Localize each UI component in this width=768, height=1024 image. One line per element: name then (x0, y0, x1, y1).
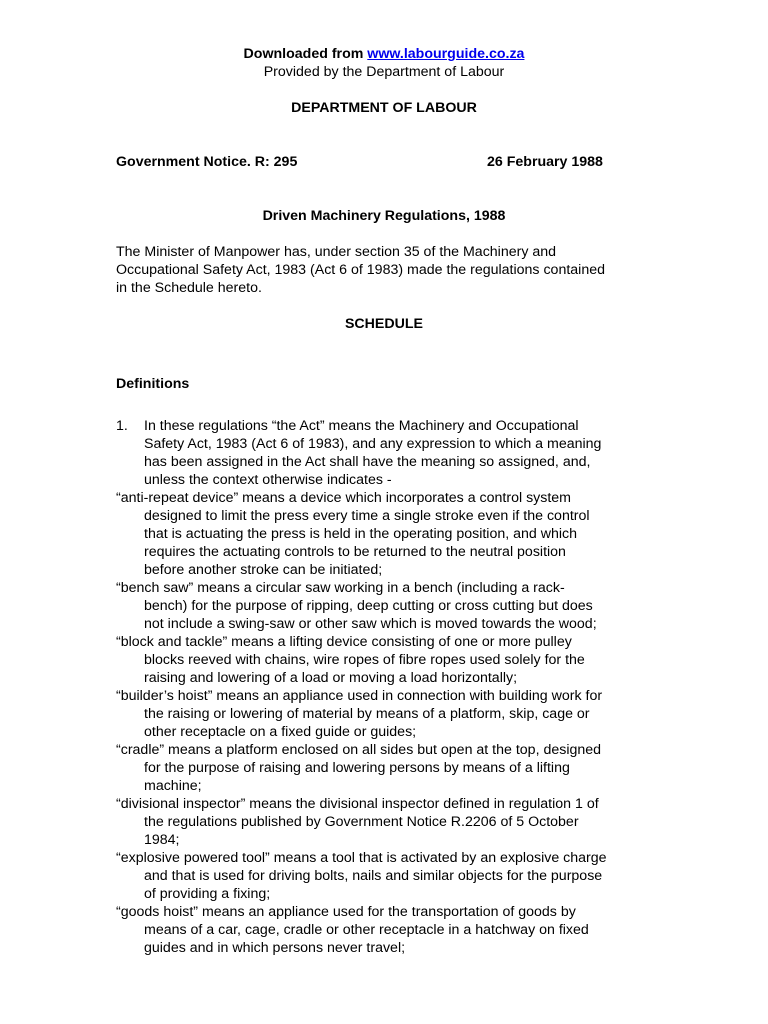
definition-item (116, 849, 656, 903)
provided-by-line: Provided by the Department of Labour (263, 64, 505, 80)
clause-line: In these regulations “the Act” means the Machinery and Occupational (144, 418, 579, 434)
definition-line: “anti-repeat device” means a device which incorporates a control system (116, 490, 571, 506)
definition-line: “block and tackle” means a lifting device consisting of one or more pulley (116, 634, 572, 650)
definition-line: that is actuating the press is held in the operating position, and which (144, 526, 577, 542)
department-title: DEPARTMENT OF LABOUR (291, 100, 477, 116)
clause-line: Safety Act, 1983 (Act 6 of 1983), and any expression to which a meaning (144, 436, 602, 452)
definition-line: the regulations published by Government Notice R.2206 of 5 October (144, 814, 579, 830)
clause-1 (116, 417, 656, 489)
definition-item (116, 633, 656, 687)
definition-line: “builder’s hoist” means an appliance used in connection with building work for (116, 688, 603, 704)
definition-item (116, 795, 656, 849)
clause-text (116, 417, 656, 489)
definition-line: and that is used for driving bolts, nails and similar objects for the purpose (144, 868, 603, 884)
clause-line: unless the context otherwise indicates - (144, 472, 392, 488)
definition-line: not include a swing-saw or other saw which is moved towards the wood; (144, 616, 597, 632)
definition-line: requires the actuating controls to be returned to the neutral position (144, 544, 566, 560)
definition-line: for the purpose of raising and lowering persons by means of a lifting (144, 760, 570, 776)
clause-number: 1. (116, 418, 128, 434)
definition-line: raising and lowering of a load or moving a load horizontally; (144, 670, 518, 686)
labourguide-link[interactable]: www.labourguide.co.za (367, 46, 525, 62)
intro-line: in the Schedule hereto. (116, 280, 262, 296)
definition-line: “goods hoist” means an appliance used for the transportation of goods by (116, 904, 576, 920)
notice-date: 26 February 1988 (487, 154, 603, 170)
clause-line: has been assigned in the Act shall have the meaning so assigned, and, (144, 454, 591, 470)
definition-line: bench) for the purpose of ripping, deep cutting or cross cutting but does (144, 598, 593, 614)
definition-item (116, 489, 656, 579)
definition-line: “bench saw” means a circular saw working in a bench (including a rack- (116, 580, 565, 596)
definition-line: of providing a fixing; (144, 886, 271, 902)
intro-paragraph (116, 243, 656, 297)
definition-line: machine; (144, 778, 202, 794)
definition-line: “divisional inspector” means the divisional inspector defined in regulation 1 of (116, 796, 599, 812)
definition-item (116, 741, 656, 795)
definition-line: before another stroke can be initiated; (144, 562, 383, 578)
notice-number: Government Notice. R: 295 (116, 154, 298, 170)
intro-line: The Minister of Manpower has, under section 35 of the Machinery and (116, 244, 557, 260)
definition-line: the raising or lowering of material by means of a platform, skip, cage or (144, 706, 590, 722)
downloaded-from-label: Downloaded from (243, 46, 368, 62)
definitions-list (116, 489, 656, 957)
download-source-line (0, 45, 768, 63)
regulation-title: Driven Machinery Regulations, 1988 (262, 208, 506, 224)
definition-line: designed to limit the press every time a single stroke even if the control (144, 508, 590, 524)
intro-line: Occupational Safety Act, 1983 (Act 6 of 1983) made the regulations contained (116, 262, 605, 278)
definition-item (116, 903, 656, 957)
definition-line: guides and in which persons never travel; (144, 940, 406, 956)
definition-line: “cradle” means a platform enclosed on all sides but open at the top, designed (116, 742, 602, 758)
definition-line: “explosive powered tool” means a tool that is activated by an explosive charge (116, 850, 607, 866)
definitions-heading: Definitions (116, 376, 190, 392)
notice-row (116, 153, 676, 171)
definition-line: blocks reeved with chains, wire ropes of fibre ropes used solely for the (144, 652, 585, 668)
definition-line: other receptacle on a fixed guide or guides; (144, 724, 417, 740)
definition-item (116, 579, 656, 633)
definition-line: means of a car, cage, cradle or other receptacle in a hatchway on fixed (144, 922, 589, 938)
schedule-heading: SCHEDULE (344, 316, 424, 332)
definition-item (116, 687, 656, 741)
definition-line: 1984; (144, 832, 180, 848)
